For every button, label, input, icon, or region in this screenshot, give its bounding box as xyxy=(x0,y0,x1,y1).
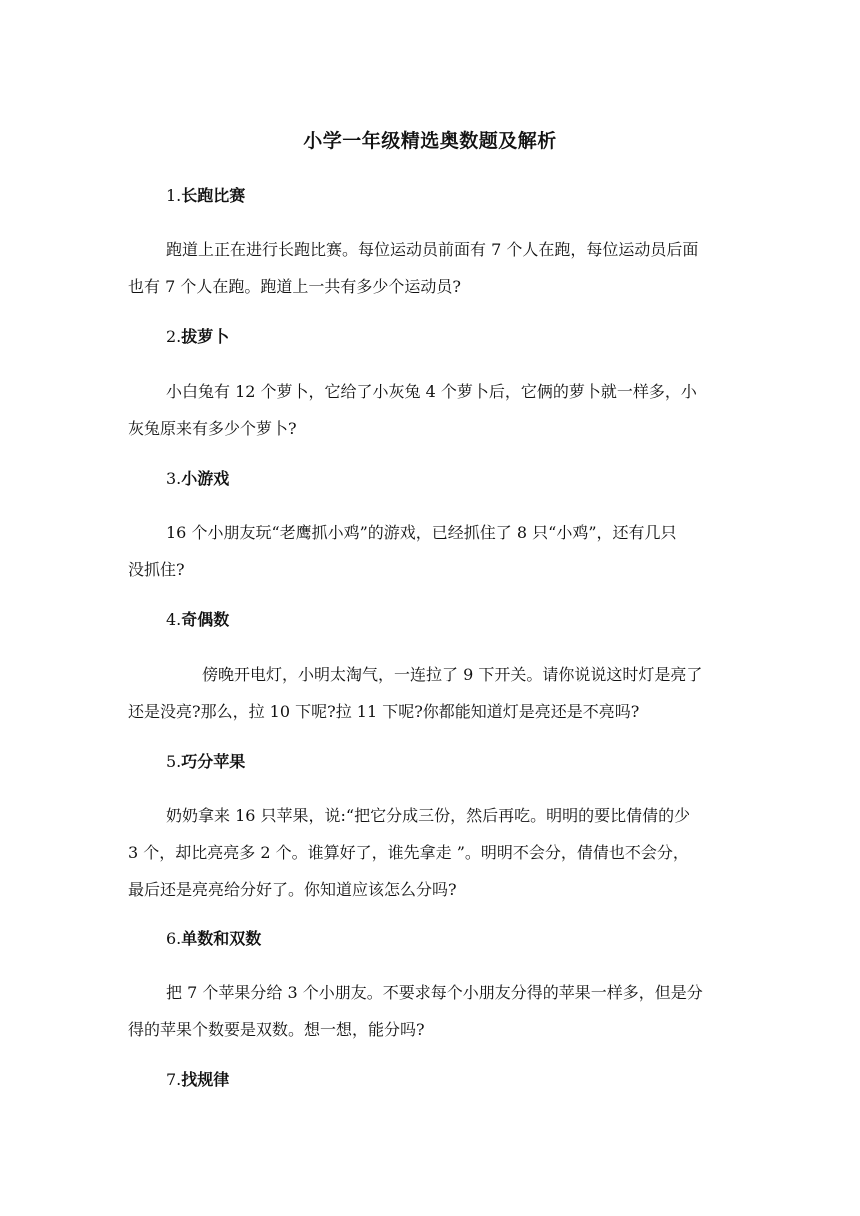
problem-number: 7. xyxy=(166,1070,182,1089)
text-line: 把 7 个苹果分给 3 个小朋友。不要求每个小朋友分得的苹果一样多，但是分 xyxy=(166,983,703,1002)
problem-text-5 xyxy=(128,797,732,908)
problem-number: 5. xyxy=(166,752,182,771)
problem-text-1 xyxy=(128,231,732,305)
text-line: 3 个，却比亮亮多 2 个。谁算好了，谁先拿走 ”。明明不会分，倩倩也不会分， xyxy=(128,843,689,862)
problem-name: 长跑比赛 xyxy=(181,186,246,205)
problem-name: 单数和双数 xyxy=(181,929,262,948)
problem-heading-7 xyxy=(166,1068,229,1092)
problem-heading-2 xyxy=(166,325,229,349)
problem-heading-4 xyxy=(166,608,229,632)
problem-heading-5 xyxy=(166,750,245,774)
problem-number: 2. xyxy=(166,327,182,346)
text-line: 得的苹果个数要是双数。想一想，能分吗? xyxy=(128,1020,425,1039)
document-title: 小学一年级精选奥数题及解析 xyxy=(303,130,557,152)
problem-text-2 xyxy=(128,373,732,447)
problem-heading-1 xyxy=(166,184,245,208)
problem-number: 6. xyxy=(166,929,182,948)
problem-name: 奇偶数 xyxy=(181,610,230,629)
problem-number: 3. xyxy=(166,469,182,488)
text-line: 跑道上正在进行长跑比赛。每位运动员前面有 7 个人在跑，每位运动员后面 xyxy=(166,240,699,259)
problem-text-3 xyxy=(128,514,732,588)
problem-number: 1. xyxy=(166,186,182,205)
problem-number: 4. xyxy=(166,610,182,629)
text-line: 傍晚开电灯，小明太淘气，一连拉了 9 下开关。请你说说这时灯是亮了 xyxy=(202,665,703,684)
problem-name: 拔萝卜 xyxy=(181,327,230,346)
problem-text-6 xyxy=(128,974,732,1048)
text-line: 最后还是亮亮给分好了。你知道应该怎么分吗? xyxy=(128,880,457,899)
problem-heading-6 xyxy=(166,927,261,951)
problem-name: 找规律 xyxy=(181,1070,230,1089)
problem-text-4 xyxy=(128,656,732,730)
text-line: 奶奶拿来 16 只苹果，说:“把它分成三份，然后再吃。明明的要比倩倩的少 xyxy=(166,806,691,825)
problem-heading-3 xyxy=(166,467,229,491)
text-line: 小白兔有 12 个萝卜，它给了小灰兔 4 个萝卜后，它俩的萝卜就一样多，小 xyxy=(166,382,697,401)
text-line: 16 个小朋友玩“老鹰抓小鸡”的游戏，已经抓住了 8 只“小鸡”，还有几只 xyxy=(166,523,677,542)
problem-name: 小游戏 xyxy=(181,469,230,488)
text-line: 没抓住? xyxy=(128,560,185,579)
text-line: 灰兔原来有多少个萝卜? xyxy=(128,419,297,438)
text-line: 也有 7 个人在跑。跑道上一共有多少个运动员? xyxy=(128,277,461,296)
text-line: 还是没亮?那么，拉 10 下呢?拉 11 下呢?你都能知道灯是亮还是不亮吗? xyxy=(128,702,640,721)
problem-name: 巧分苹果 xyxy=(181,752,246,771)
